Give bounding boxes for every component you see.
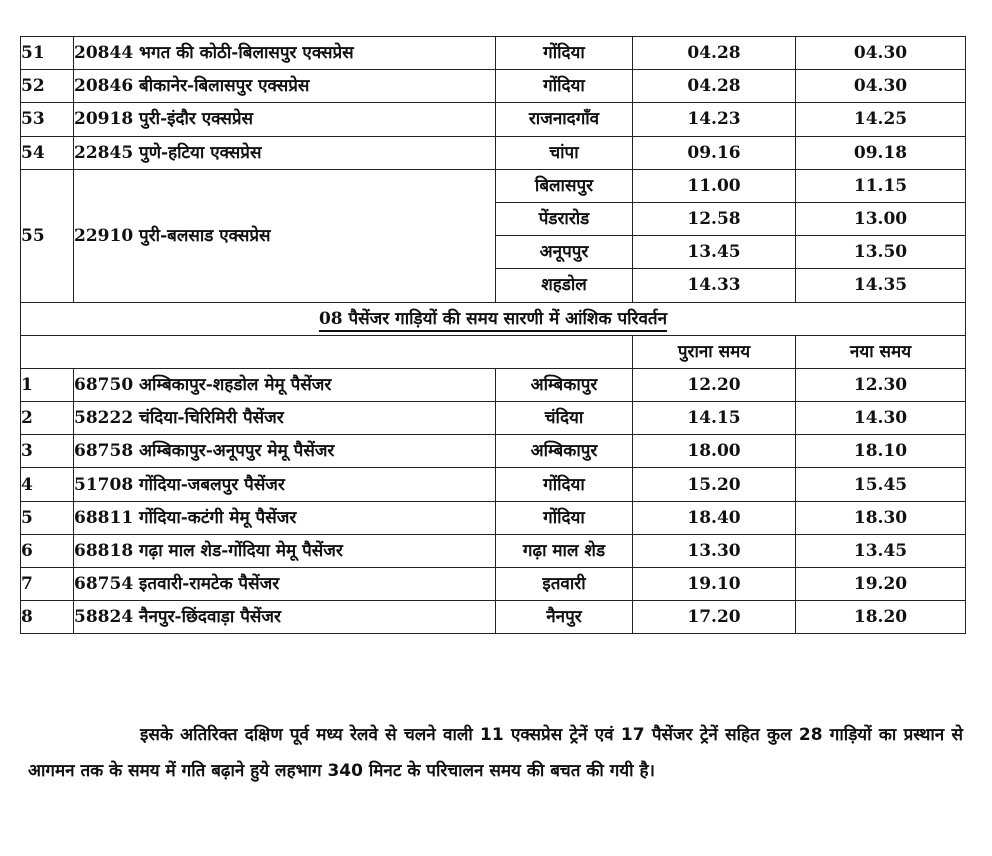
- train-name: 58824 नैनपुर-छिंदवाड़ा पैसेंजर: [74, 601, 496, 634]
- new-time: 15.45: [796, 468, 966, 501]
- table-row: [21, 368, 966, 401]
- train-name: 20846 बीकानेर-बिलासपुर एक्सप्रेस: [74, 70, 496, 103]
- old-time: 17.20: [633, 601, 796, 634]
- serial-number: 4: [21, 468, 74, 501]
- table-row: [21, 501, 966, 534]
- timetable-table: [20, 36, 966, 634]
- new-time: 14.35: [796, 269, 966, 302]
- table-row: [21, 37, 966, 70]
- table-row: [21, 534, 966, 567]
- table-row: [21, 103, 966, 136]
- station: राजनादगाँव: [496, 103, 633, 136]
- serial-number: 53: [21, 103, 74, 136]
- train-name: 68811 गोंदिया-कटंगी मेमू पैसेंजर: [74, 501, 496, 534]
- new-time: 18.10: [796, 435, 966, 468]
- train-name: 68754 इतवारी-रामटेक पैसेंजर: [74, 568, 496, 601]
- column-header-row: [21, 335, 966, 368]
- section-heading-text: 08 पैसेंजर गाड़ियों की समय सारणी में आंशिक परिवर्तन: [318, 308, 668, 329]
- new-time: 13.50: [796, 236, 966, 269]
- station: गोंदिया: [496, 501, 633, 534]
- table-row: [21, 169, 966, 202]
- serial-number: 54: [21, 136, 74, 169]
- table-row: [21, 70, 966, 103]
- serial-number: 5: [21, 501, 74, 534]
- serial-number: 3: [21, 435, 74, 468]
- station: इतवारी: [496, 568, 633, 601]
- train-name: 20844 भगत की कोठी-बिलासपुर एक्सप्रेस: [74, 37, 496, 70]
- old-time: 18.00: [633, 435, 796, 468]
- old-time: 14.15: [633, 402, 796, 435]
- new-time: 11.15: [796, 169, 966, 202]
- new-time: 14.25: [796, 103, 966, 136]
- old-time: 13.45: [633, 236, 796, 269]
- old-time: 14.23: [633, 103, 796, 136]
- new-time: 13.00: [796, 202, 966, 235]
- new-time: 09.18: [796, 136, 966, 169]
- serial-number: 2: [21, 402, 74, 435]
- station: बिलासपुर: [496, 169, 633, 202]
- footer-paragraph-text: इसके अतिरिक्त दक्षिण पूर्व मध्य रेलवे से चलने वाली 11 एक्सप्रेस ट्रेनें एवं 17 पैसेंजर ट्रेनें सहित कुल 28 गाड़ियों का प्रस्थान से आगमन तक के समय में गति बढ़ाने हुये लहभाग 340 मिनट के परिचालन समय की बचत की गयी है।: [28, 725, 963, 781]
- table-row: [21, 136, 966, 169]
- train-name: 51708 गोंदिया-जबलपुर पैसेंजर: [74, 468, 496, 501]
- train-name: 68750 अम्बिकापुर-शहडोल मेमू पैसेंजर: [74, 368, 496, 401]
- new-time: 18.20: [796, 601, 966, 634]
- train-name: 20918 पुरी-इंदौर एक्सप्रेस: [74, 103, 496, 136]
- station: गोंदिया: [496, 37, 633, 70]
- station: पेंडरारोड: [496, 202, 633, 235]
- old-time: 19.10: [633, 568, 796, 601]
- section-heading: [21, 302, 966, 335]
- new-time: 12.30: [796, 368, 966, 401]
- table-row: [21, 468, 966, 501]
- old-time: 04.28: [633, 37, 796, 70]
- new-time: 18.30: [796, 501, 966, 534]
- serial-number: 6: [21, 534, 74, 567]
- old-time: 15.20: [633, 468, 796, 501]
- old-time: 12.20: [633, 368, 796, 401]
- station: अनूपपुर: [496, 236, 633, 269]
- train-name: 68758 अम्बिकापुर-अनूपपुर मेमू पैसेंजर: [74, 435, 496, 468]
- station: चंदिया: [496, 402, 633, 435]
- table-row: [21, 402, 966, 435]
- serial-number: 7: [21, 568, 74, 601]
- old-time: 14.33: [633, 269, 796, 302]
- table-row: [21, 568, 966, 601]
- old-time-header: पुराना समय: [633, 335, 796, 368]
- station: शहडोल: [496, 269, 633, 302]
- station: गढ़ा माल शेड: [496, 534, 633, 567]
- serial-number: 1: [21, 368, 74, 401]
- station: नैनपुर: [496, 601, 633, 634]
- table-row: [21, 435, 966, 468]
- serial-number: 52: [21, 70, 74, 103]
- station: अम्बिकापुर: [496, 368, 633, 401]
- new-time: 04.30: [796, 37, 966, 70]
- old-time: 11.00: [633, 169, 796, 202]
- new-time: 19.20: [796, 568, 966, 601]
- station: गोंदिया: [496, 468, 633, 501]
- old-time: 13.30: [633, 534, 796, 567]
- station: अम्बिकापुर: [496, 435, 633, 468]
- new-time: 13.45: [796, 534, 966, 567]
- station: चांपा: [496, 136, 633, 169]
- train-name: 22910 पुरी-बलसाड एक्सप्रेस: [74, 169, 496, 302]
- serial-number: 8: [21, 601, 74, 634]
- old-time: 09.16: [633, 136, 796, 169]
- serial-number: 51: [21, 37, 74, 70]
- new-time: 14.30: [796, 402, 966, 435]
- footer-paragraph: [28, 717, 963, 789]
- serial-number: 55: [21, 169, 74, 302]
- blank-header: [21, 335, 633, 368]
- train-name: 58222 चंदिया-चिरिमिरी पैसेंजर: [74, 402, 496, 435]
- train-name: 22845 पुणे-हटिया एक्सप्रेस: [74, 136, 496, 169]
- new-time-header: नया समय: [796, 335, 966, 368]
- old-time: 12.58: [633, 202, 796, 235]
- old-time: 04.28: [633, 70, 796, 103]
- train-name: 68818 गढ़ा माल शेड-गोंदिया मेमू पैसेंजर: [74, 534, 496, 567]
- old-time: 18.40: [633, 501, 796, 534]
- table-row: [21, 601, 966, 634]
- station: गोंदिया: [496, 70, 633, 103]
- new-time: 04.30: [796, 70, 966, 103]
- section-heading-row: [21, 302, 966, 335]
